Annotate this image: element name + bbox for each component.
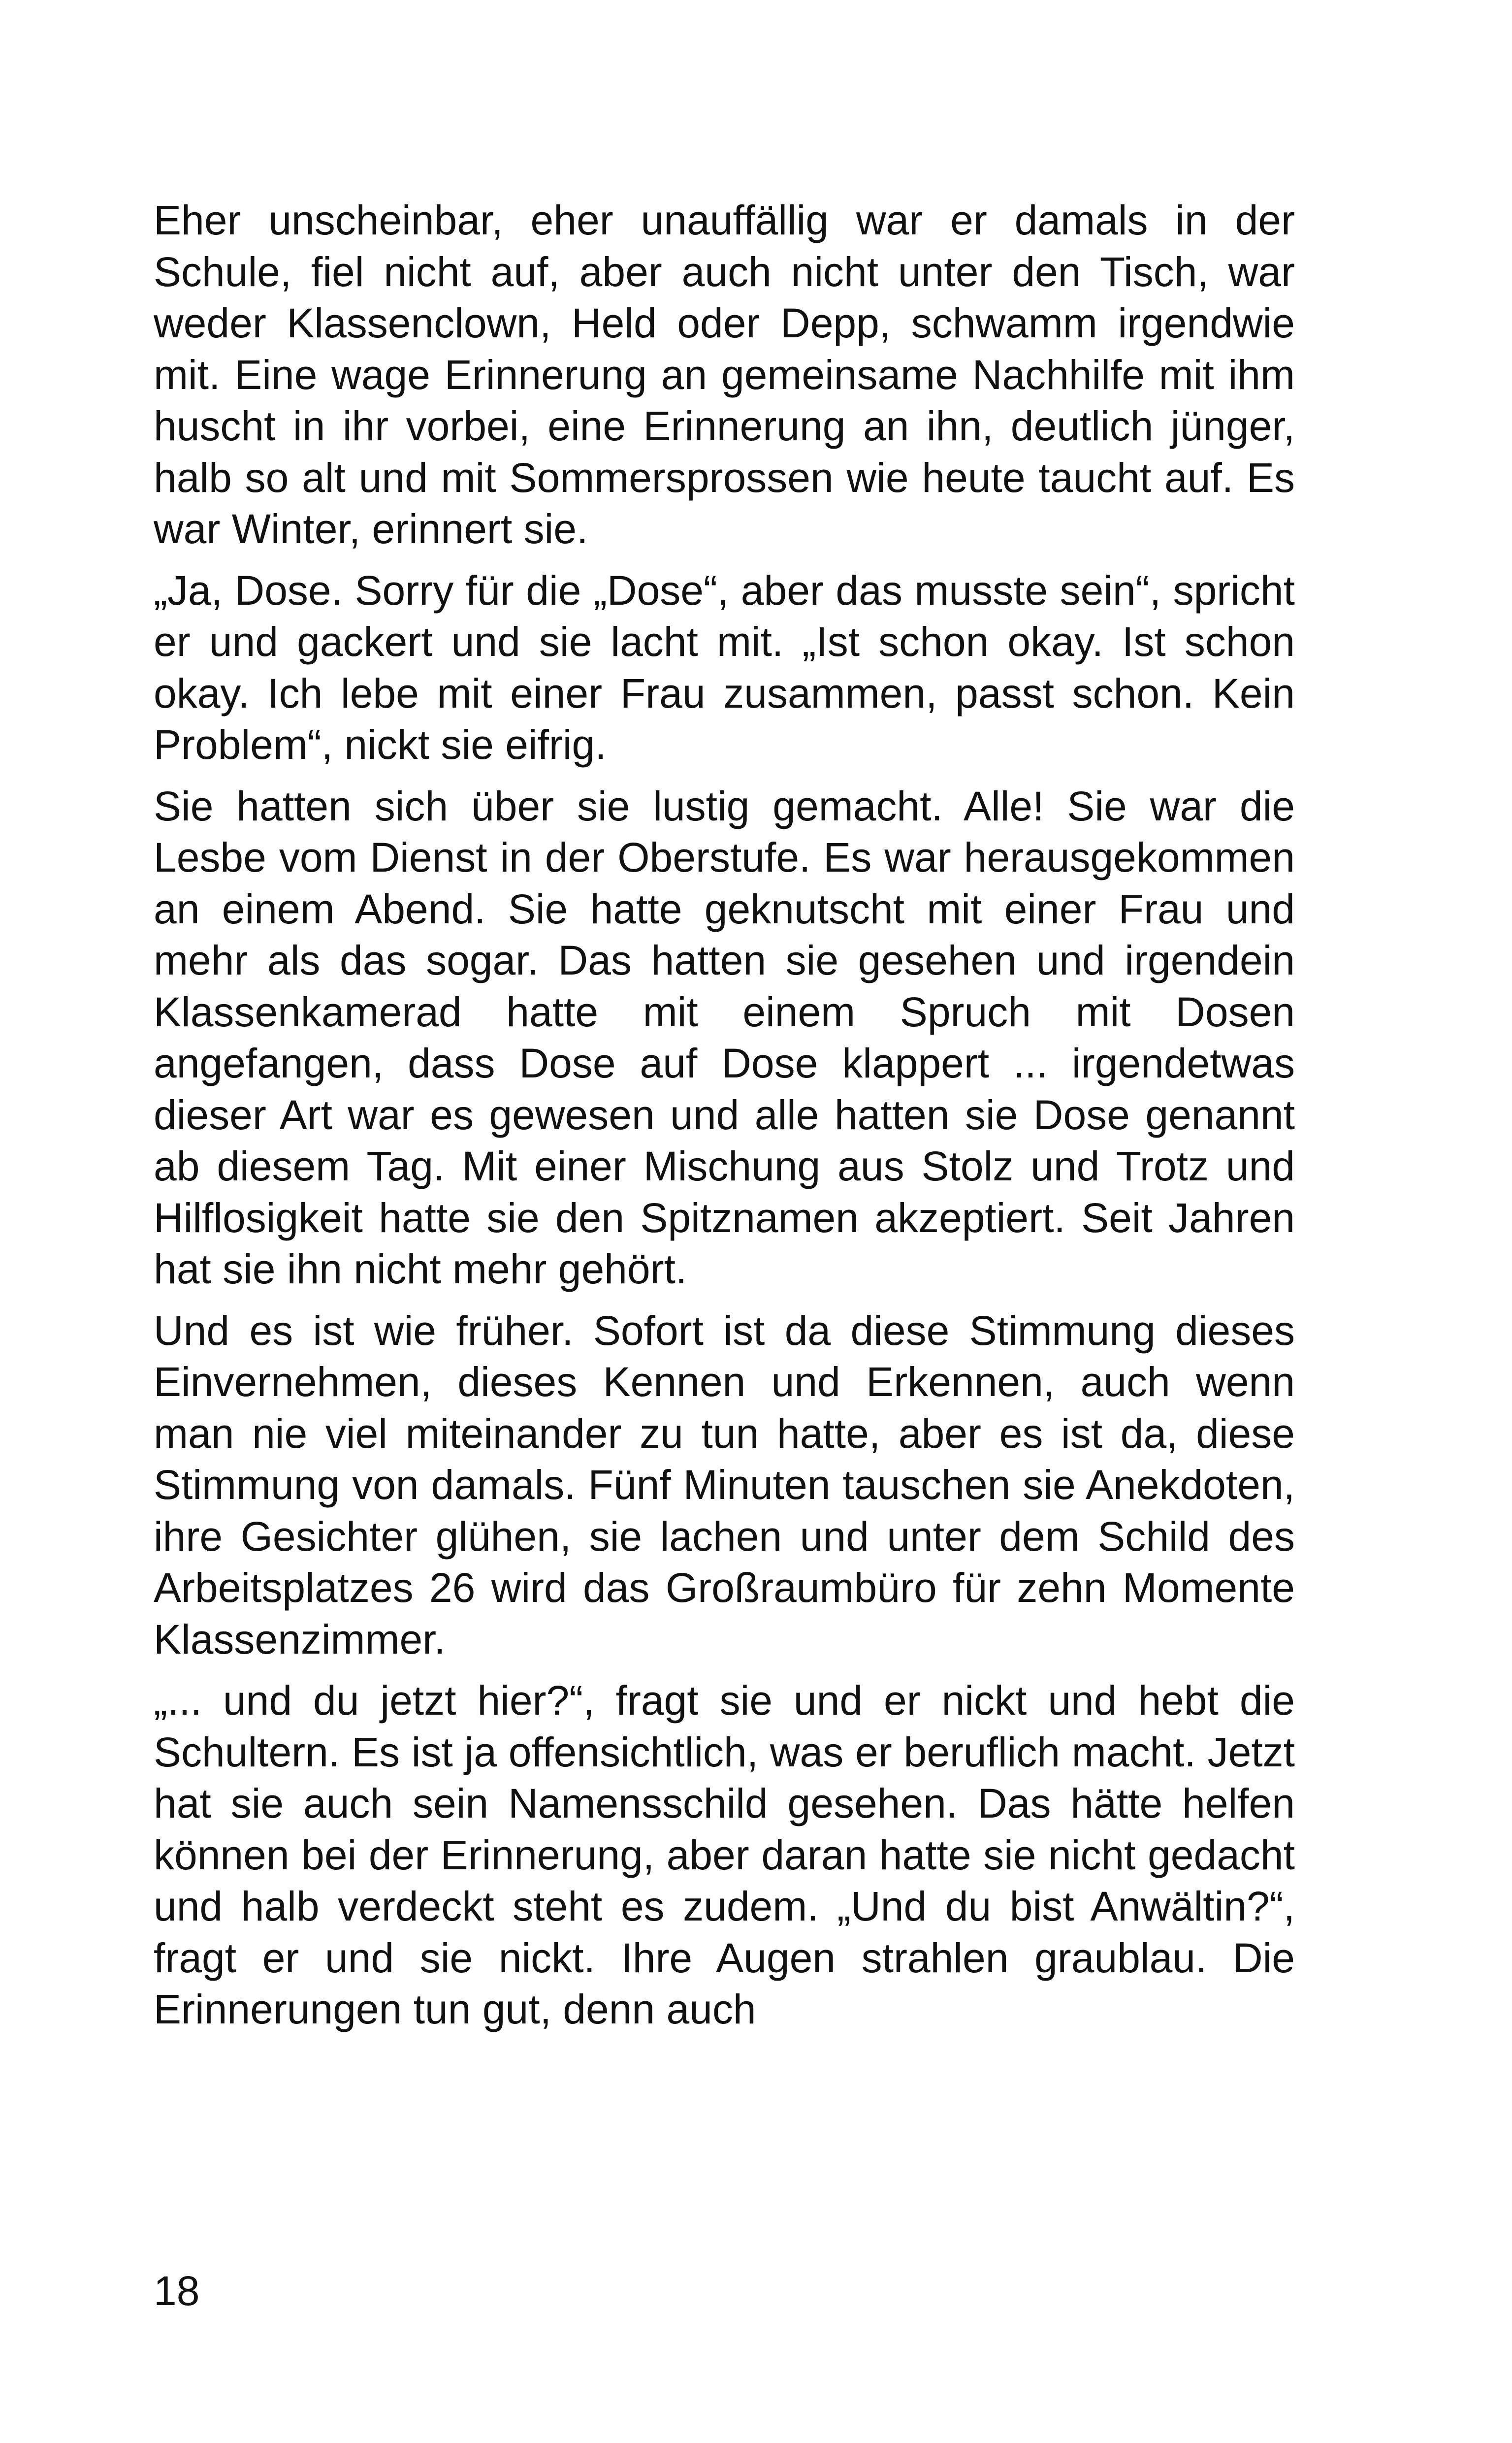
paragraph-1: Eher unscheinbar, eher unauffällig war er damals in der Schule, fiel nicht auf, aber auch nicht unter den Tisch, war weder Klassenclown, Held oder Depp, schwamm irgendwie mit. Eine wage Erinnerung an gemeinsame Nachhilfe mit ihm huscht in ihr vorbei, eine Erinnerung an ihn, deutlich jünger, halb so alt und mit Sommersprossen wie heute taucht auf. Es war Winter, erinnert sie. [154, 197, 1295, 552]
paragraph-5: „... und du jetzt hier?“, fragt sie und er nickt und hebt die Schultern. Es ist ja offensichtlich, was er beruflich macht. Jetzt hat sie auch sein Namensschild gesehen. Das hätte helfen können bei der Erinnerung, aber daran hatte sie nicht gedacht und halb verdeckt steht es zudem. „Und du bist Anwältin?“, fragt er und sie nickt. Ihre Augen strahlen graublau. Die Erinnerungen tun gut, denn auch [154, 1677, 1295, 2032]
page-number: 18 [154, 2268, 200, 2314]
paragraph-3: Sie hatten sich über sie lustig gemacht. Alle! Sie war die Lesbe vom Dienst in der Oberstufe. Es war herausgekommen an einem Abend. Sie hatte geknutscht mit einer Frau und mehr als das sogar. Das hatten sie gesehen und irgendein Klassenkamerad hatte mit einem Spruch mit Dosen angefangen, dass Dose auf Dose klappert ... irgendetwas dieser Art war es gewesen und alle hatten sie Dose genannt ab diesem Tag. Mit einer Mischung aus Stolz und Trotz und Hilflosigkeit hatte sie den Spitznamen akzeptiert. Seit Jahren hat sie ihn nicht mehr gehört. [154, 782, 1295, 1292]
paragraph-2: „Ja, Dose. Sorry für die „Dose“, aber das musste sein“, spricht er und gackert und sie lacht mit. „Ist schon okay. Ist schon okay. Ich lebe mit einer Frau zusammen, passt schon. Kein Problem“, nickt sie eifrig. [154, 567, 1295, 768]
body-text [154, 195, 1295, 2045]
paragraph-4: Und es ist wie früher. Sofort ist da diese Stimmung dieses Einvernehmen, dieses Kennen und Erkennen, auch wenn man nie viel miteinander zu tun hatte, aber es ist da, diese Stimmung von damals. Fünf Minuten tauschen sie Anekdoten, ihre Gesichter glühen, sie lachen und unter dem Schild des Arbeitsplatzes 26 wird das Großraumbüro für zehn Momente Klassenzimmer. [154, 1307, 1295, 1662]
